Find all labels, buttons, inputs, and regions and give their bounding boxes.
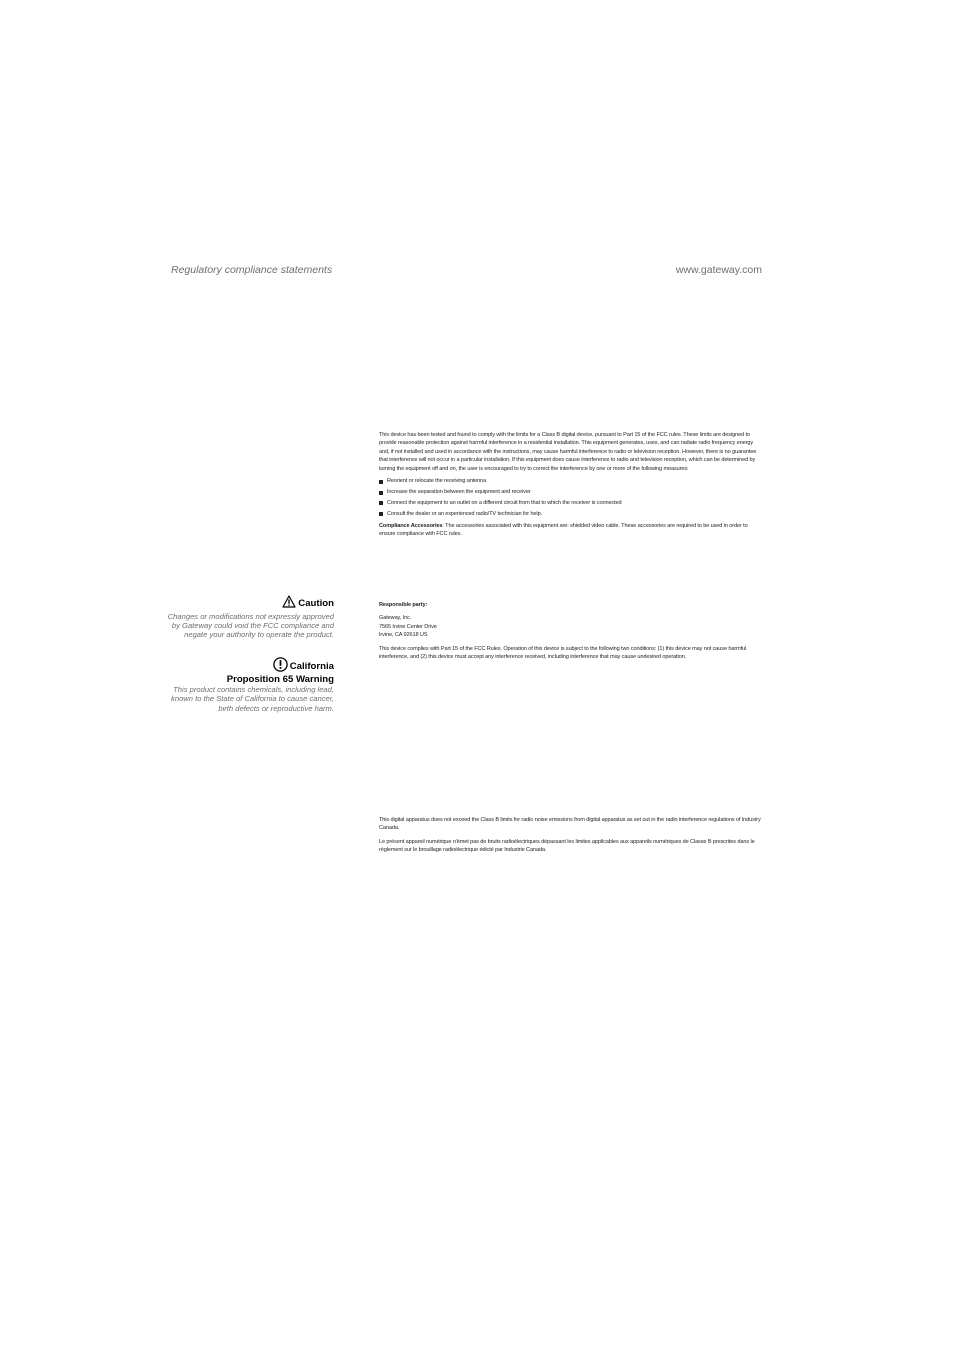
caution-title: Caution bbox=[298, 598, 334, 609]
caution-note bbox=[164, 595, 334, 639]
caution-text: Changes or modifications not expressly approved by Gateway could void the FCC compliance and negate your authority to operate the product. bbox=[167, 611, 334, 639]
responsible-party-label: Responsible party: bbox=[379, 602, 428, 608]
prop65-heading bbox=[164, 657, 334, 684]
compliance-accessories-label: Compliance Accessories bbox=[379, 522, 443, 529]
compliance-accessories bbox=[379, 522, 761, 539]
part15-statement: This device complies with Part 15 of the FCC Rules. Operation of this device is subject to the following two conditions: (1) this device may not cause harmful interference, and (2) this device must accept any interference received, including interference that may cause undesired operation. bbox=[379, 645, 747, 661]
fcc-statement bbox=[379, 431, 761, 538]
warning-triangle-icon bbox=[282, 595, 296, 611]
prop65-title-line2: Proposition 65 Warning bbox=[226, 673, 334, 685]
list-item: Consult the dealer or an experienced radio/TV technician for help. bbox=[379, 511, 761, 519]
prop65-title-line1: California bbox=[289, 661, 334, 672]
company-street: 7565 Irvine Center Drive bbox=[379, 623, 437, 630]
prop65-text: This product contains chemicals, including lead, known to the State of California to cause cancer, birth defects or reproductive harm. bbox=[171, 685, 334, 713]
list-item: Connect the equipment to an outlet on a different circuit from that to which the receiver is connected bbox=[379, 500, 761, 508]
interference-measures-list bbox=[379, 478, 761, 518]
list-item: Increase the separation between the equipment and receiver bbox=[379, 489, 761, 497]
canada-section bbox=[379, 816, 761, 855]
canada-statement-english: This digital apparatus does not exceed the Class B limits for radio noise emissions from digital apparatus as set out in the radio interference regulations of Industry Canada. bbox=[379, 817, 761, 832]
section-title: Regulatory compliance statements bbox=[171, 264, 333, 276]
caution-heading bbox=[164, 595, 334, 611]
fcc-paragraph: This device has been tested and found to comply with the limits for a Class B digital device, pursuant to Part 15 of the FCC rules. These limits are designed to provide reasonable protection against harmful interference in a residential installation. This equipment generates, uses, and can radiate radio frequency energy and, if not installed and used in accordance with the instructions, may cause harmful interference to radio or television reception. However, there is no guarantee that interference will not occur in a particular installation. If this equipment does cause interference to radio and television reception, which can be determined by turning the equipment off and on, the user is encouraged to try to correct the interference by one or more of the following measures: bbox=[379, 432, 757, 472]
website-link[interactable]: www.gateway.com bbox=[675, 264, 762, 276]
compliance-accessories-text: : The accessories associated with this equipment are: shielded video cable. These accessories are required to be used in order to ensure compliance with FCC rules. bbox=[379, 522, 748, 537]
prop65-warning bbox=[164, 657, 334, 713]
canada-statement-french: Le présent appareil numérique n'émet pas de bruits radioélectriques dépassant les limites applicables aux appareils numériques de Classe B prescrites dans le règlement sur le brouillage radioélectrique édicté par Industrie Canada. bbox=[379, 838, 755, 854]
company-name: Gateway, Inc. bbox=[379, 615, 412, 622]
responsible-party-section bbox=[379, 601, 761, 661]
exclamation-circle-icon bbox=[273, 657, 288, 675]
list-item: Reorient or relocate the receiving antenna bbox=[379, 478, 761, 486]
company-city: Irvine, CA 92618 US bbox=[379, 632, 428, 639]
